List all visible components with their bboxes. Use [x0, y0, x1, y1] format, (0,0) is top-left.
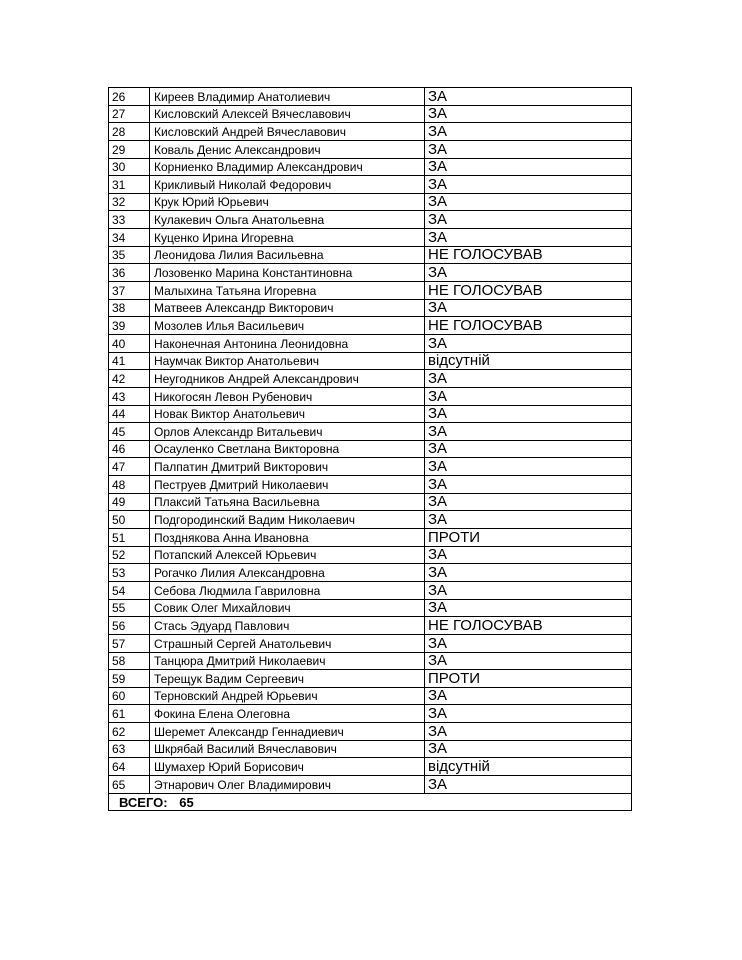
vote-result: НЕ ГОЛОСУВАВ — [425, 317, 632, 335]
row-number: 54 — [109, 581, 150, 599]
total-label: ВСЕГО: — [119, 795, 168, 811]
table-row — [109, 370, 632, 388]
vote-result: відсутній — [425, 352, 632, 370]
vote-result: ЗА — [425, 140, 632, 158]
table-row — [109, 176, 632, 194]
row-number: 51 — [109, 529, 150, 547]
vote-result: ЗА — [425, 387, 632, 405]
row-number: 45 — [109, 423, 150, 441]
row-number: 39 — [109, 317, 150, 335]
table-row — [109, 758, 632, 776]
row-number: 60 — [109, 687, 150, 705]
vote-result: ЗА — [425, 405, 632, 423]
table-row — [109, 123, 632, 141]
row-number: 36 — [109, 264, 150, 282]
vote-result: ЗА — [425, 193, 632, 211]
vote-result: ЗА — [425, 599, 632, 617]
vote-result: ЗА — [425, 440, 632, 458]
table-row — [109, 352, 632, 370]
deputy-name: Киреев Владимир Анатолиевич — [150, 88, 425, 106]
row-number: 49 — [109, 493, 150, 511]
row-number: 53 — [109, 564, 150, 582]
vote-result: ЗА — [425, 211, 632, 229]
table-row — [109, 317, 632, 335]
vote-rows — [109, 88, 632, 794]
total-value: 65 — [179, 795, 194, 811]
vote-result: ЗА — [425, 705, 632, 723]
row-number: 42 — [109, 370, 150, 388]
vote-result: ЗА — [425, 264, 632, 282]
vote-result: ЗА — [425, 334, 632, 352]
row-number: 28 — [109, 123, 150, 141]
vote-result: ПРОТИ — [425, 670, 632, 688]
row-number: 55 — [109, 599, 150, 617]
row-number: 30 — [109, 158, 150, 176]
deputy-name: Коваль Денис Александрович — [150, 140, 425, 158]
row-number: 62 — [109, 723, 150, 741]
deputy-name: Шеремет Александр Геннадиевич — [150, 723, 425, 741]
table-row — [109, 334, 632, 352]
table-row — [109, 581, 632, 599]
table-row — [109, 705, 632, 723]
vote-result: ЗА — [425, 229, 632, 247]
vote-result: НЕ ГОЛОСУВАВ — [425, 617, 632, 635]
vote-result: ЗА — [425, 476, 632, 494]
table-row — [109, 440, 632, 458]
deputy-name: Шумахер Юрий Борисович — [150, 758, 425, 776]
row-number: 56 — [109, 617, 150, 635]
vote-results-table — [108, 87, 632, 811]
deputy-name: Матвеев Александр Викторович — [150, 299, 425, 317]
row-number: 46 — [109, 440, 150, 458]
deputy-name: Неугодников Андрей Александрович — [150, 370, 425, 388]
vote-result: ЗА — [425, 458, 632, 476]
deputy-name: Позднякова Анна Ивановна — [150, 529, 425, 547]
table-row — [109, 723, 632, 741]
table-row — [109, 264, 632, 282]
deputy-name: Леонидова Лилия Васильевна — [150, 246, 425, 264]
table-row — [109, 282, 632, 300]
table-row — [109, 670, 632, 688]
deputy-name: Корниенко Владимир Александрович — [150, 158, 425, 176]
total-row — [109, 793, 632, 811]
row-number: 48 — [109, 476, 150, 494]
total-cell — [109, 793, 632, 811]
deputy-name: Фокина Елена Олеговна — [150, 705, 425, 723]
vote-result: ЗА — [425, 176, 632, 194]
deputy-name: Шкрябай Василий Вячеславович — [150, 740, 425, 758]
table-row — [109, 88, 632, 106]
deputy-name: Себова Людмила Гавриловна — [150, 581, 425, 599]
deputy-name: Наумчак Виктор Анатольевич — [150, 352, 425, 370]
table-row — [109, 634, 632, 652]
deputy-name: Лозовенко Марина Константиновна — [150, 264, 425, 282]
vote-result: ЗА — [425, 740, 632, 758]
row-number: 34 — [109, 229, 150, 247]
vote-result: ЗА — [425, 775, 632, 793]
deputy-name: Танцюра Дмитрий Николаевич — [150, 652, 425, 670]
table-row — [109, 511, 632, 529]
table-row — [109, 211, 632, 229]
row-number: 35 — [109, 246, 150, 264]
row-number: 63 — [109, 740, 150, 758]
table-row — [109, 493, 632, 511]
row-number: 40 — [109, 334, 150, 352]
vote-result: ЗА — [425, 105, 632, 123]
table-row — [109, 564, 632, 582]
table-row — [109, 740, 632, 758]
table-row — [109, 299, 632, 317]
vote-result: НЕ ГОЛОСУВАВ — [425, 246, 632, 264]
vote-result: ЗА — [425, 370, 632, 388]
table-row — [109, 617, 632, 635]
deputy-name: Палпатин Дмитрий Викторович — [150, 458, 425, 476]
row-number: 58 — [109, 652, 150, 670]
deputy-name: Новак Виктор Анатольевич — [150, 405, 425, 423]
table-row — [109, 775, 632, 793]
table-row — [109, 652, 632, 670]
table-row — [109, 458, 632, 476]
deputy-name: Мозолев Илья Васильевич — [150, 317, 425, 335]
row-number: 33 — [109, 211, 150, 229]
deputy-name: Никогосян Левон Рубенович — [150, 387, 425, 405]
row-number: 31 — [109, 176, 150, 194]
deputy-name: Кулакевич Ольга Анатольевна — [150, 211, 425, 229]
deputy-name: Крикливый Николай Федорович — [150, 176, 425, 194]
row-number: 44 — [109, 405, 150, 423]
table-row — [109, 193, 632, 211]
vote-result: ПРОТИ — [425, 529, 632, 547]
row-number: 27 — [109, 105, 150, 123]
deputy-name: Рогачко Лилия Александровна — [150, 564, 425, 582]
deputy-name: Наконечная Антонина Леонидовна — [150, 334, 425, 352]
row-number: 29 — [109, 140, 150, 158]
table-row — [109, 105, 632, 123]
vote-result: ЗА — [425, 634, 632, 652]
deputy-name: Терещук Вадим Сергеевич — [150, 670, 425, 688]
vote-result: відсутній — [425, 758, 632, 776]
table-row — [109, 687, 632, 705]
deputy-name: Подгородинский Вадим Николаевич — [150, 511, 425, 529]
row-number: 38 — [109, 299, 150, 317]
row-number: 47 — [109, 458, 150, 476]
deputy-name: Малыхина Татьяна Игоревна — [150, 282, 425, 300]
deputy-name: Терновский Андрей Юрьевич — [150, 687, 425, 705]
deputy-name: Куценко Ирина Игоревна — [150, 229, 425, 247]
deputy-name: Кисловский Алексей Вячеславович — [150, 105, 425, 123]
vote-result: ЗА — [425, 652, 632, 670]
table-row — [109, 387, 632, 405]
deputy-name: Потапский Алексей Юрьевич — [150, 546, 425, 564]
vote-result: ЗА — [425, 493, 632, 511]
row-number: 65 — [109, 775, 150, 793]
table-row — [109, 476, 632, 494]
deputy-name: Пеструев Дмитрий Николаевич — [150, 476, 425, 494]
vote-result: ЗА — [425, 511, 632, 529]
table-row — [109, 246, 632, 264]
table-row — [109, 423, 632, 441]
deputy-name: Крук Юрий Юрьевич — [150, 193, 425, 211]
table-row — [109, 599, 632, 617]
vote-result: ЗА — [425, 123, 632, 141]
vote-result: НЕ ГОЛОСУВАВ — [425, 282, 632, 300]
vote-result: ЗА — [425, 687, 632, 705]
row-number: 52 — [109, 546, 150, 564]
row-number: 57 — [109, 634, 150, 652]
deputy-name: Этнарович Олег Владимирович — [150, 775, 425, 793]
deputy-name: Плаксий Татьяна Васильевна — [150, 493, 425, 511]
table-row — [109, 405, 632, 423]
deputy-name: Орлов Александр Витальевич — [150, 423, 425, 441]
row-number: 32 — [109, 193, 150, 211]
deputy-name: Осауленко Светлана Викторовна — [150, 440, 425, 458]
table-row — [109, 158, 632, 176]
row-number: 37 — [109, 282, 150, 300]
vote-result: ЗА — [425, 546, 632, 564]
table-row — [109, 229, 632, 247]
table-row — [109, 546, 632, 564]
row-number: 26 — [109, 88, 150, 106]
table-row — [109, 140, 632, 158]
row-number: 61 — [109, 705, 150, 723]
vote-result: ЗА — [425, 423, 632, 441]
deputy-name: Кисловский Андрей Вячеславович — [150, 123, 425, 141]
deputy-name: Совик Олег Михайлович — [150, 599, 425, 617]
table-row — [109, 529, 632, 547]
vote-result: ЗА — [425, 158, 632, 176]
row-number: 50 — [109, 511, 150, 529]
deputy-name: Стась Эдуард Павлович — [150, 617, 425, 635]
vote-result: ЗА — [425, 723, 632, 741]
row-number: 64 — [109, 758, 150, 776]
row-number: 43 — [109, 387, 150, 405]
row-number: 59 — [109, 670, 150, 688]
vote-result: ЗА — [425, 564, 632, 582]
vote-result: ЗА — [425, 299, 632, 317]
vote-result: ЗА — [425, 581, 632, 599]
deputy-name: Страшный Сергей Анатольевич — [150, 634, 425, 652]
vote-result: ЗА — [425, 88, 632, 106]
row-number: 41 — [109, 352, 150, 370]
